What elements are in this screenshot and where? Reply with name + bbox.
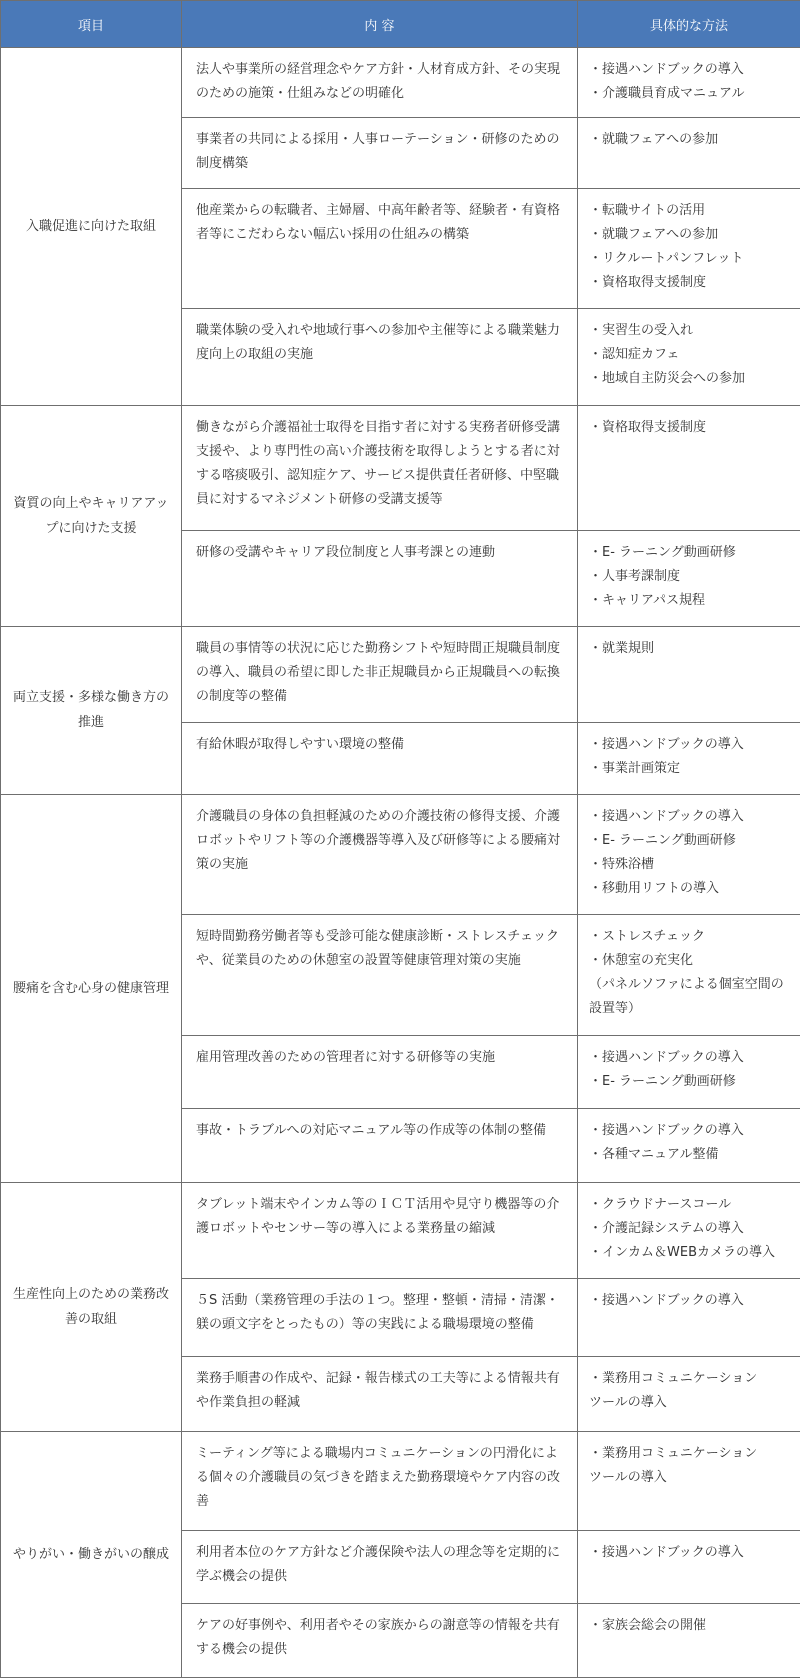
content-cell: 事業者の共同による採用・人事ローテーション・研修のための制度構築 — [182, 118, 578, 188]
method-item: ・資格取得支援制度 — [589, 419, 707, 435]
method-item: ・転職サイトの活用 — [589, 202, 706, 218]
content-cell: 職業体験の受入れや地域行事への参加や主催等による職業魅力度向上の取組の実施 — [182, 309, 578, 405]
content-cell: 雇用管理改善のための管理者に対する研修等の実施 — [182, 1035, 578, 1108]
method-item: ・インカム＆WEBカメラの導入 — [589, 1244, 775, 1260]
method-item: ・業務用コミュニケーション ツールの導入 — [589, 1370, 758, 1410]
content-cell: 介護職員の身体の負担軽減のための介護技術の修得支援、介護ロボットやリフト等の介護機器等導入及び研修等による腰痛対策の実施 — [182, 794, 578, 915]
methods-cell — [578, 1109, 800, 1182]
method-item: ・接遇ハンドブックの導入 — [589, 1544, 744, 1560]
table-row — [1, 626, 800, 722]
methods-cell — [578, 1356, 800, 1432]
method-item: ・就職フェアへの参加 — [589, 132, 719, 148]
content-cell: ケアの好事例や、利用者やその家族からの謝意等の情報を共有する機会の提供 — [182, 1604, 578, 1678]
method-item: ・接遇ハンドブックの導入 — [589, 1123, 744, 1139]
method-item: ・地域自主防災会への参加 — [589, 371, 746, 387]
method-item: ・認知症カフェ — [589, 347, 680, 363]
content-cell: 働きながら介護福祉士取得を目指す者に対する実務者研修受講支援や、より専門性の高い介護技術を取得しようとする者に対する喀痰吸引、認知症ケア、サービス提供責任者研修、中堅職員に対するマネジメント研修の受講支援等 — [182, 405, 578, 531]
method-item: ・就職フェアへの参加 — [589, 226, 719, 242]
method-item: ・介護職員育成マニュアル — [589, 86, 745, 101]
method-item: ・特殊浴槽 — [589, 856, 655, 872]
method-item: ・接遇ハンドブックの導入 — [589, 1293, 744, 1309]
method-item: ・キャリアパス規程 — [589, 593, 705, 609]
table-row — [1, 794, 800, 915]
methods-cell — [578, 915, 800, 1036]
header-row — [1, 1, 800, 48]
content-cell: 研修の受講やキャリア段位制度と人事考課との連動 — [182, 531, 578, 626]
content-cell: 職員の事情等の状況に応じた勤務シフトや短時間正規職員制度の導入、職員の希望に即した非正規職員から正規職員への転換の制度等の整備 — [182, 626, 578, 722]
content-cell: 法人や事業所の経営理念やケア方針・人材育成方針、その実現のための施策・仕組みなどの明確化 — [182, 48, 578, 118]
category-cell: 腰痛を含む心身の健康管理 — [1, 794, 182, 1182]
content-cell: ５S 活動（業務管理の手法の１つ。整理・整頓・清掃・清潔・躾の頭文字をとったもの）等の実践による職場環境の整備 — [182, 1279, 578, 1357]
methods-cell — [578, 405, 800, 531]
table-body — [1, 48, 800, 1678]
method-item: ・接遇ハンドブックの導入 — [589, 1049, 744, 1065]
method-item: ・E- ラーニング動画研修 — [589, 832, 736, 848]
method-item: ・資格取得支援制度 — [589, 274, 707, 290]
methods-cell — [578, 1182, 800, 1278]
table-row — [1, 48, 800, 118]
method-item: ・接遇ハンドブックの導入 — [589, 62, 744, 77]
method-item: ・各種マニュアル整備 — [589, 1147, 719, 1163]
content-cell: タブレット端末やインカム等のＩＣＴ活用や見守り機器等の介護ロボットやセンサー等の導入による業務量の縮減 — [182, 1182, 578, 1278]
category-cell: 入職促進に向けた取組 — [1, 48, 182, 406]
methods-cell — [578, 1279, 800, 1357]
header-methods: 具体的な方法 — [578, 1, 800, 48]
category-cell: 資質の向上やキャリアアップに向けた支援 — [1, 405, 182, 626]
methods-cell — [578, 723, 800, 794]
header-item: 項目 — [1, 1, 182, 48]
method-item: ・接遇ハンドブックの導入 — [589, 808, 744, 824]
method-item: ・クラウドナースコール — [589, 1196, 732, 1212]
table-row — [1, 1182, 800, 1278]
header-content: 内 容 — [182, 1, 578, 48]
methods-cell — [578, 626, 800, 722]
content-cell: 有給休暇が取得しやすい環境の整備 — [182, 723, 578, 794]
methods-cell — [578, 1604, 800, 1678]
method-item: ・リクルートパンフレット — [589, 250, 744, 266]
method-item: ・業務用コミュニケーション ツールの導入 — [589, 1446, 758, 1486]
method-item: ・実習生の受入れ — [589, 323, 694, 339]
method-item: ・介護記録システムの導入 — [589, 1220, 744, 1236]
methods-cell — [578, 794, 800, 915]
method-item: ・接遇ハンドブックの導入 — [589, 737, 744, 753]
method-item: ・事業計画策定 — [589, 761, 681, 777]
content-cell: 業務手順書の作成や、記録・報告様式の工夫等による情報共有や作業負担の軽減 — [182, 1356, 578, 1432]
methods-cell — [578, 531, 800, 626]
method-item: ・人事考課制度 — [589, 569, 681, 585]
methods-cell — [578, 1035, 800, 1108]
methods-cell — [578, 188, 800, 309]
content-cell: 短時間勤務労働者等も受診可能な健康診断・ストレスチェックや、従業員のための休憩室の設置等健康管理対策の実施 — [182, 915, 578, 1036]
methods-cell — [578, 118, 800, 188]
method-item: ・E- ラーニング動画研修 — [589, 1073, 736, 1089]
method-item: ・移動用リフトの導入 — [589, 880, 720, 896]
method-item: ・休憩室の充実化 — [589, 953, 694, 969]
method-item: ・就業規則 — [589, 640, 655, 656]
method-item: ・家族会総会の開催 — [589, 1618, 707, 1634]
category-cell: 生産性向上のための業務改善の取組 — [1, 1182, 182, 1432]
methods-cell — [578, 309, 800, 405]
category-cell: やりがい・働きがいの醸成 — [1, 1432, 182, 1678]
method-item: ・ストレスチェック — [589, 929, 705, 945]
methods-cell — [578, 1432, 800, 1531]
methods-cell — [578, 48, 800, 118]
method-item: ・E- ラーニング動画研修 — [589, 545, 736, 561]
methods-cell — [578, 1530, 800, 1603]
content-cell: 他産業からの転職者、主婦層、中高年齢者等、経験者・有資格者等にこだわらない幅広い採用の仕組みの構築 — [182, 188, 578, 309]
content-cell: 事故・トラブルへの対応マニュアル等の作成等の体制の整備 — [182, 1109, 578, 1182]
table-row — [1, 405, 800, 531]
table-row — [1, 1432, 800, 1531]
category-cell: 両立支援・多様な働き方の推進 — [1, 626, 182, 794]
content-cell: 利用者本位のケア方針など介護保険や法人の理念等を定期的に学ぶ機会の提供 — [182, 1530, 578, 1603]
method-item: （パネルソファによる個室空間の設置等） — [589, 977, 784, 1017]
content-cell: ミーティング等による職場内コミュニケーションの円滑化による個々の介護職員の気づきを踏まえた勤務環境やケア内容の改善 — [182, 1432, 578, 1531]
